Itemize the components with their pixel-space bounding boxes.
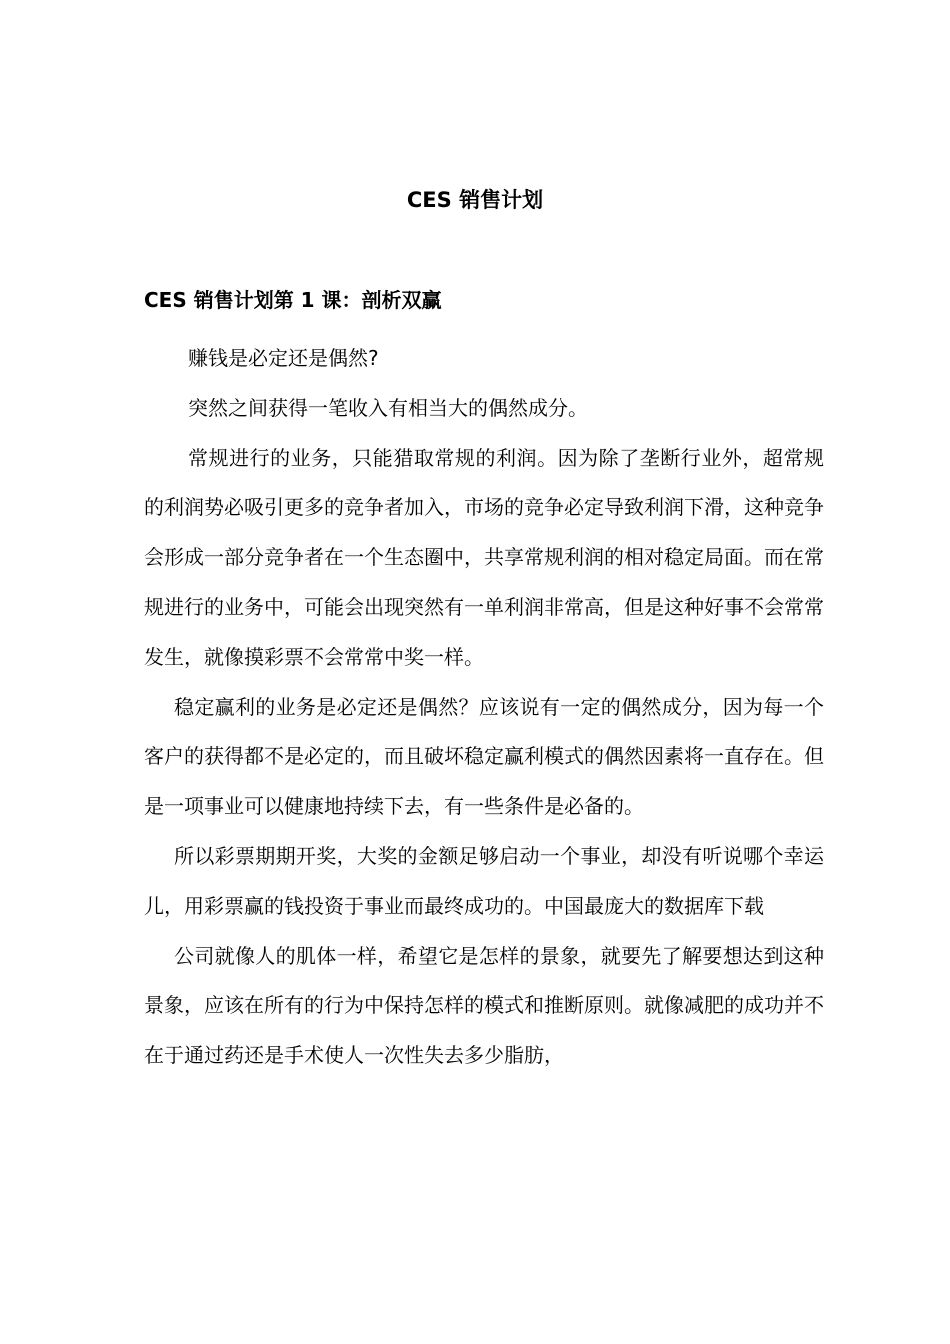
document-body — [144, 334, 824, 1081]
paragraph: 赚钱是必定还是偶然? — [188, 346, 379, 370]
paragraph: 常规进行的业务，只能猎取常规的利润。因为除了垄断行业外，超常规的利润势必吸引更多的竞争者加入，市场的竞争必定导致利润下滑，这种竞争会形成一部分竞争者在一个生态圈中，共享常规利润的相对稳定局面。而在常规进行的业务中，可能会出现突然有一单利润非常高，但是这种好事不会常常发生，就像摸彩票不会常常中奖一样。 — [144, 445, 824, 669]
paragraph: 突然之间获得一笔收入有相当大的偶然成分。 — [188, 395, 588, 420]
lesson-heading: CES 销售计划第 1 课：剖析双赢 — [144, 288, 442, 312]
paragraph: 稳定赢利的业务是必定还是偶然？应该说有一定的偶然成分，因为每一个客户的获得都不是必定的，而且破坏稳定赢利模式的偶然因素将一直存在。但是一项事业可以健康地持续下去，有一些条件是必备的。 — [144, 694, 824, 819]
paragraph: 公司就像人的肌体一样，希望它是怎样的景象，就要先了解要想达到这种景象，应该在所有的行为中保持怎样的模式和推断原则。就像减肥的成功并不在于通过药还是手术使人一次性失去多少脂肪， — [144, 943, 824, 1068]
document-title: CES 销售计划 — [406, 188, 544, 212]
paragraph: 所以彩票期期开奖，大奖的金额足够启动一个事业，却没有听说哪个幸运儿，用彩票赢的钱投资于事业而最终成功的。中国最庞大的数据库下载 — [144, 843, 824, 918]
